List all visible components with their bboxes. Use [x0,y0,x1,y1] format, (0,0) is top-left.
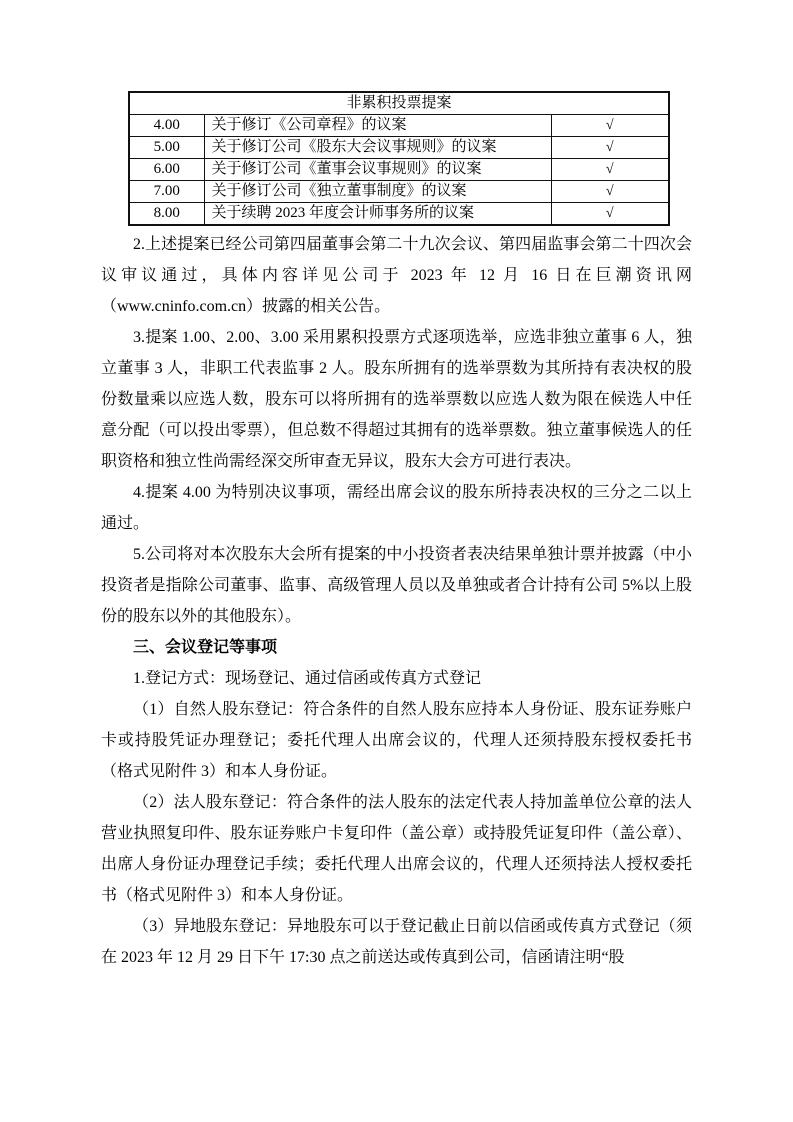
proposal-title: 关于修订公司《股东大会议事规则》的议案 [204,137,551,159]
section-heading-registration: 三、会议登记等事项 [133,639,278,656]
paragraph-registration-method: 1.登记方式：现场登记、通过信函或传真方式登记 [133,670,482,687]
proposal-code: 4.00 [129,115,204,137]
table-header-label: 非累积投票提案 [129,92,669,115]
checkmark-icon: √ [551,181,669,203]
paragraph-minority-investors: 5.公司将对本次股东大会所有提案的中小投资者表决结果单独计票并披露（中小投资者是指除公司董事、监事、高级管理人员以及单独或者合计持有公司 5%以上股份的股东以外的其他股东）。 [101,546,692,625]
paragraph-cumulative-voting: 3.提案 1.00、2.00、3.00 采用累积投票方式逐项选举，应选非独立董事 6 人，独立董事 3 人，非职工代表监事 2 人。股东所拥有的选举票数为其所持有表决权的股份数量乘以应选人数，股东可以将所拥有的选举票数以应选人数为限在候选人中任意分配（可以投出零票），但总数不得超过其拥有的选举票数。独立董事候选人的任职资格和独立性尚需经深交所审查无异议，股东大会方可进行表决。 [101,329,692,470]
proposal-title: 关于续聘 2023 年度会计师事务所的议案 [204,203,551,226]
paragraph-legal-person-registration: （2）法人股东登记：符合条件的法人股东的法定代表人持加盖单位公章的法人营业执照复印件、股东证券账户卡复印件（盖公章）或持股凭证复印件（盖公章）、出席人身份证办理登记手续；委托代理人出席会议的，代理人还须持法人授权委托书（格式见附件 3）和本人身份证。 [101,794,692,904]
body-text [101,229,692,973]
proposal-code: 7.00 [129,181,204,203]
non-cumulative-proposal-table [128,91,670,226]
paragraph-special-resolution: 4.提案 4.00 为特别决议事项，需经出席会议的股东所持表决权的三分之二以上通过。 [101,484,692,532]
table-row [129,159,669,181]
table-row [129,203,669,226]
paragraph-approval-note: 2.上述提案已经公司第四届董事会第二十九次会议、第四届监事会第二十四次会议审议通过，具体内容详见公司于 2023 年 12 月 16 日在巨潮资讯网（www.cninfo.com.cn）披露的相关公告。 [101,236,692,315]
proposal-title: 关于修订公司《独立董事制度》的议案 [204,181,551,203]
proposal-title: 关于修订《公司章程》的议案 [204,115,551,137]
table-row [129,137,669,159]
proposal-code: 6.00 [129,159,204,181]
table-row [129,115,669,137]
checkmark-icon: √ [551,115,669,137]
checkmark-icon: √ [551,137,669,159]
checkmark-icon: √ [551,203,669,226]
proposal-title: 关于修订公司《董事会议事规则》的议案 [204,159,551,181]
table-header-row [129,92,669,115]
table-row [129,181,669,203]
checkmark-icon: √ [551,159,669,181]
proposal-code: 5.00 [129,137,204,159]
paragraph-remote-registration: （3）异地股东登记：异地股东可以于登记截止日前以信函或传真方式登记（须在 2023 年 12 月 29 日下午 17:30 点之前送达或传真到公司，信函请注明“股 [101,918,692,966]
page-content [101,91,692,973]
proposal-code: 8.00 [129,203,204,226]
paragraph-natural-person-registration: （1）自然人股东登记：符合条件的自然人股东应持本人身份证、股东证券账户卡或持股凭证办理登记；委托代理人出席会议的，代理人还须持股东授权委托书（格式见附件 3）和本人身份证。 [101,701,692,780]
